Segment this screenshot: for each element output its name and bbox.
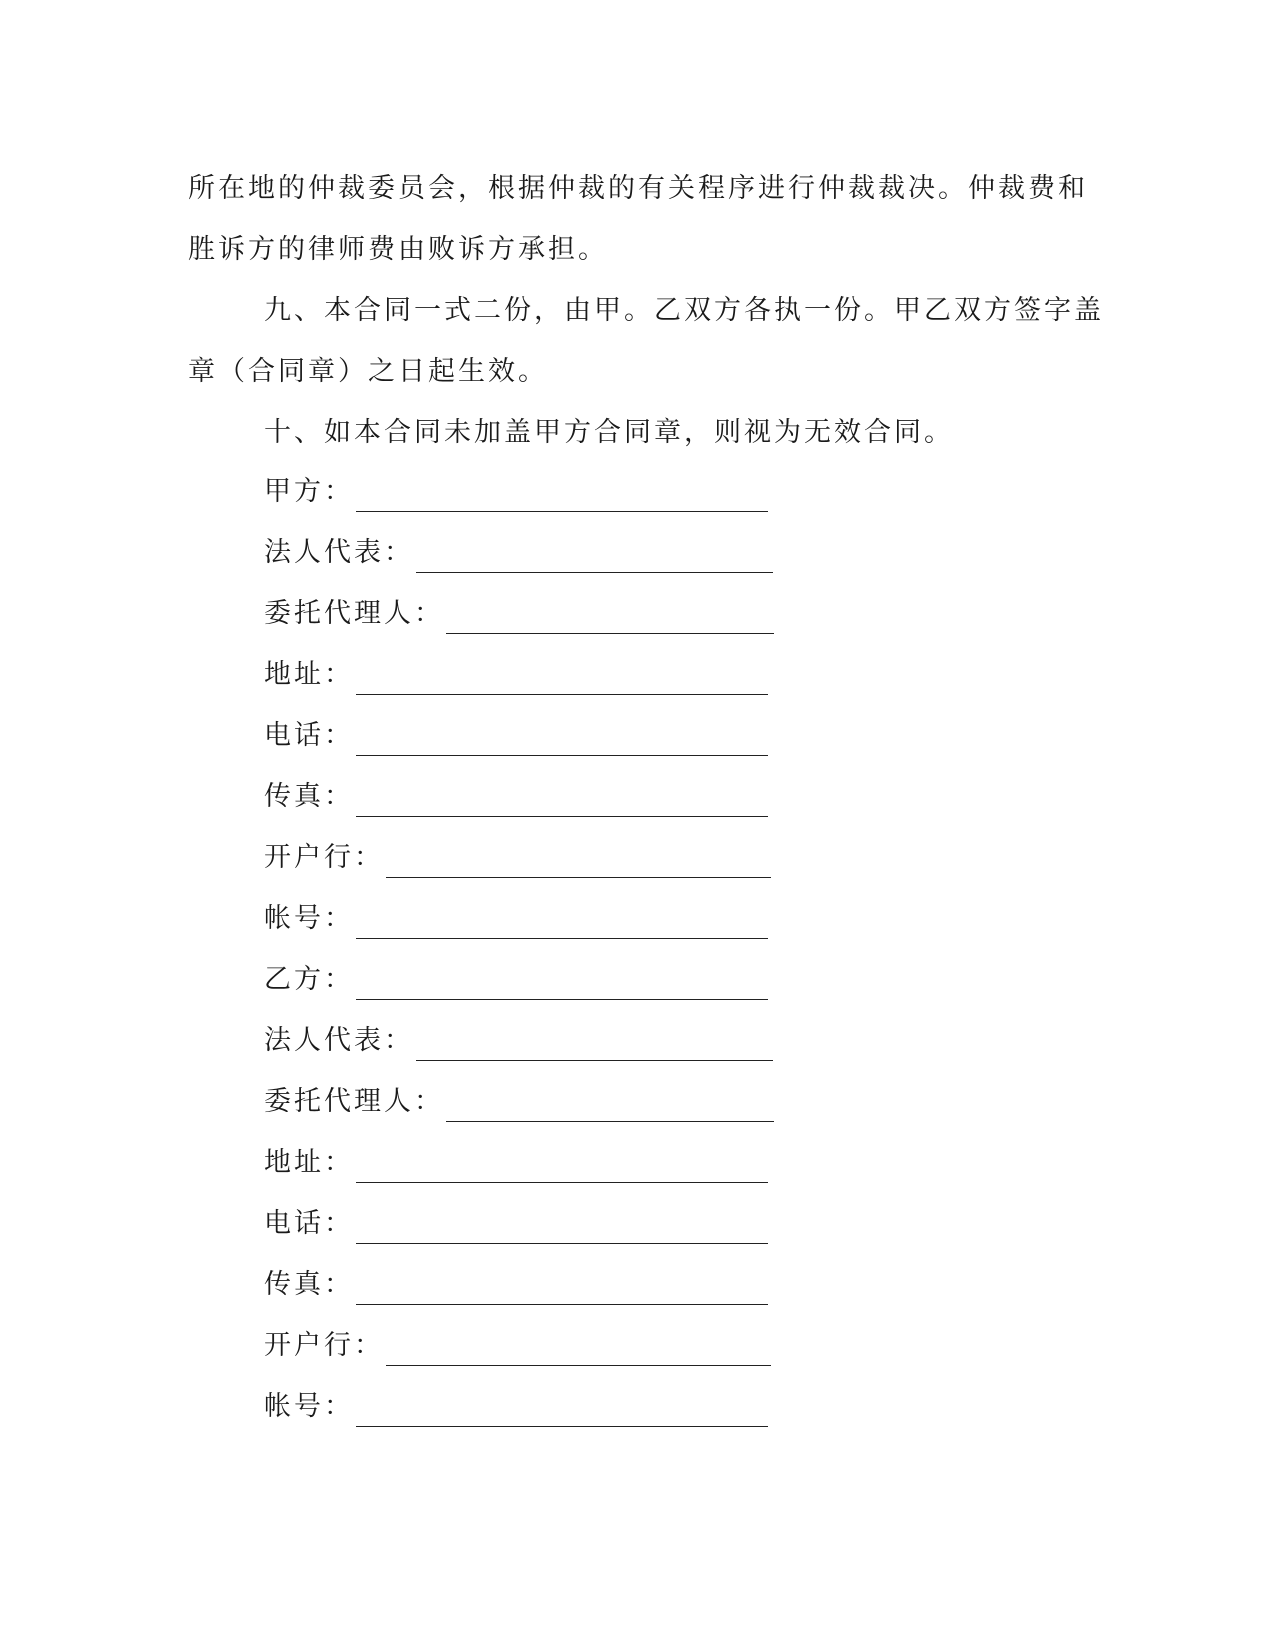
party-b-account-field	[264, 1376, 768, 1437]
party-b-fax-label: 传真：	[264, 1269, 354, 1300]
party-b-name-blank[interactable]	[356, 999, 768, 1000]
party-a-agent-label: 委托代理人：	[264, 598, 444, 629]
party-b-legal-rep-blank[interactable]	[416, 1060, 773, 1061]
party-a-bank-blank[interactable]	[386, 877, 771, 878]
party-b-fax-blank[interactable]	[356, 1304, 768, 1305]
party-a-phone-label: 电话：	[264, 720, 354, 751]
party-a-agent-field	[264, 583, 774, 644]
party-b-legal-rep-field	[264, 1010, 773, 1071]
party-b-address-blank[interactable]	[356, 1182, 768, 1183]
party-b-agent-field	[264, 1071, 774, 1132]
party-b-name-field	[264, 949, 768, 1010]
party-a-name-label: 甲方：	[264, 476, 354, 507]
party-a-fax-label: 传真：	[264, 781, 354, 812]
party-b-fax-field	[264, 1254, 768, 1315]
party-a-bank-label: 开户行：	[264, 842, 384, 873]
party-b-account-blank[interactable]	[356, 1426, 768, 1427]
clause-8-continued-line-2: 胜诉方的律师费由败诉方承担。	[188, 234, 608, 265]
party-a-fax-blank[interactable]	[356, 816, 768, 817]
party-b-account-label: 帐号：	[264, 1391, 354, 1422]
party-a-account-blank[interactable]	[356, 938, 768, 939]
party-a-address-field	[264, 644, 768, 705]
party-a-agent-blank[interactable]	[446, 633, 774, 634]
party-a-account-field	[264, 888, 768, 949]
clause-9-line-2: 章（合同章）之日起生效。	[188, 356, 548, 387]
party-b-phone-field	[264, 1193, 768, 1254]
party-a-fax-field	[264, 766, 768, 827]
party-a-name-field	[264, 461, 768, 522]
party-b-bank-field	[264, 1315, 771, 1376]
party-b-name-label: 乙方：	[264, 964, 354, 995]
clause-10: 十、如本合同未加盖甲方合同章，则视为无效合同。	[264, 417, 954, 448]
clause-8-continued-line-1: 所在地的仲裁委员会，根据仲裁的有关程序进行仲裁裁决。仲裁费和	[188, 173, 1088, 204]
party-b-phone-blank[interactable]	[356, 1243, 768, 1244]
party-b-phone-label: 电话：	[264, 1208, 354, 1239]
party-b-address-label: 地址：	[264, 1147, 354, 1178]
party-b-legal-rep-label: 法人代表：	[264, 1025, 414, 1056]
party-a-account-label: 帐号：	[264, 903, 354, 934]
party-a-address-blank[interactable]	[356, 694, 768, 695]
party-a-phone-field	[264, 705, 768, 766]
party-b-bank-label: 开户行：	[264, 1330, 384, 1361]
party-a-legal-rep-field	[264, 522, 773, 583]
party-b-bank-blank[interactable]	[386, 1365, 771, 1366]
party-a-bank-field	[264, 827, 771, 888]
clause-9-line-1: 九、本合同一式二份，由甲。乙双方各执一份。甲乙双方签字盖	[264, 295, 1104, 326]
party-a-name-blank[interactable]	[356, 511, 768, 512]
party-b-agent-blank[interactable]	[446, 1121, 774, 1122]
party-a-legal-rep-label: 法人代表：	[264, 537, 414, 568]
party-a-legal-rep-blank[interactable]	[416, 572, 773, 573]
party-a-phone-blank[interactable]	[356, 755, 768, 756]
party-a-address-label: 地址：	[264, 659, 354, 690]
party-b-agent-label: 委托代理人：	[264, 1086, 444, 1117]
party-b-address-field	[264, 1132, 768, 1193]
